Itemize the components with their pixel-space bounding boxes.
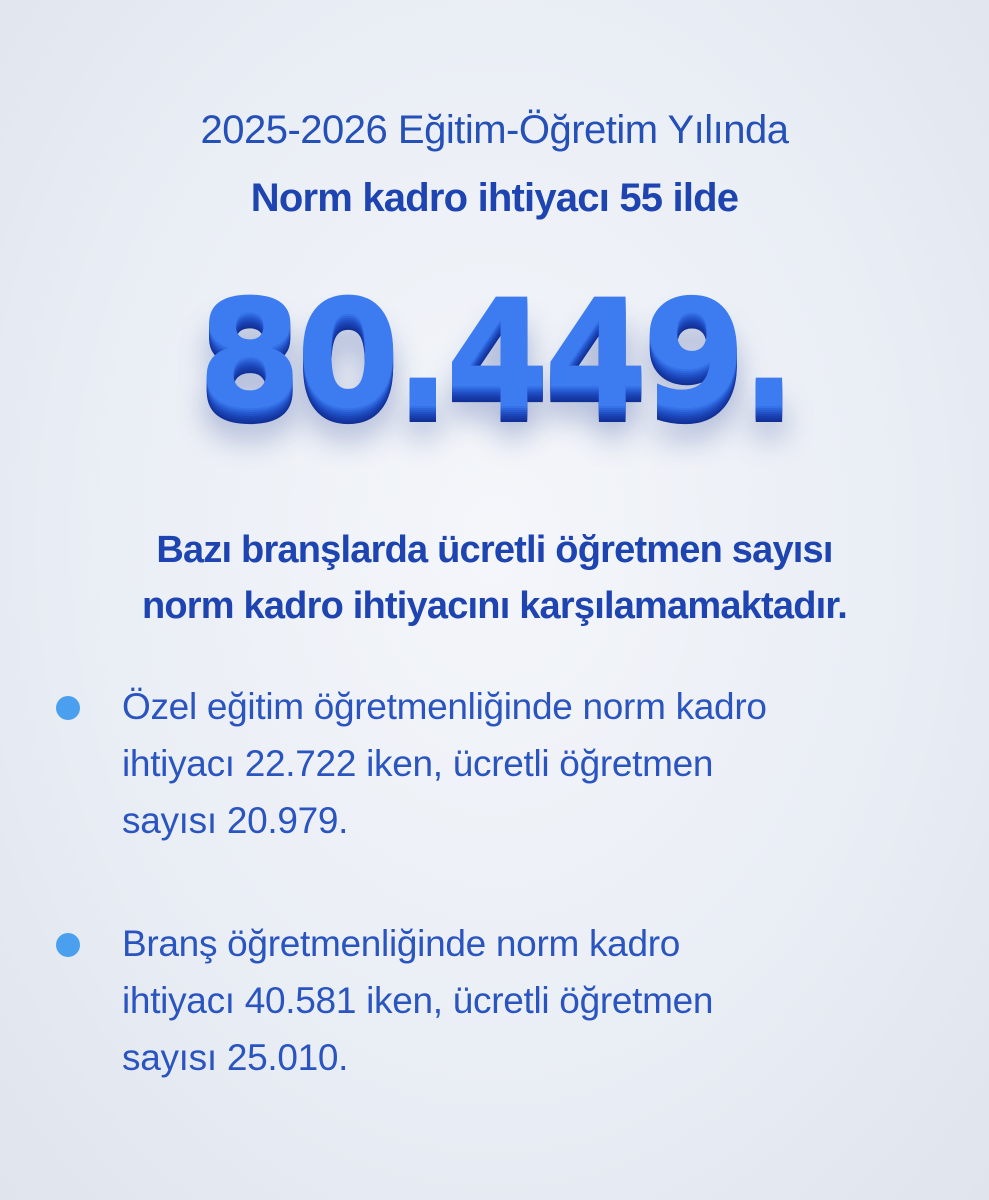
bullet-dot-icon [56, 933, 80, 957]
bullet-line: sayısı 20.979. [122, 800, 349, 841]
highlight-line-1: Bazı branşlarda ücretli öğretmen sayısı [156, 529, 833, 571]
bullet-line: Branş öğretmenliğinde norm kadro [122, 923, 681, 964]
bullet-line: ihtiyacı 40.581 iken, ücretli öğretmen [122, 980, 714, 1021]
highlight-statement [0, 522, 989, 634]
bullet-text [122, 678, 942, 849]
big-number: 80.449. [197, 268, 792, 442]
page-title: Norm kadro ihtiyacı 55 ilde [250, 176, 739, 220]
bullet-line: sayısı 25.010. [122, 1037, 349, 1078]
subtitle: 2025-2026 Eğitim-Öğretim Yılında [200, 108, 789, 152]
bullet-line: ihtiyacı 22.722 iken, ücretli öğretmen [122, 743, 714, 784]
bullet-line: Özel eğitim öğretmenliğinde norm kadro [122, 686, 767, 727]
bullet-dot-icon [56, 696, 80, 720]
bullet-text [122, 915, 942, 1086]
highlight-line-2: norm kadro ihtiyacını karşılamamaktadır. [141, 585, 848, 627]
